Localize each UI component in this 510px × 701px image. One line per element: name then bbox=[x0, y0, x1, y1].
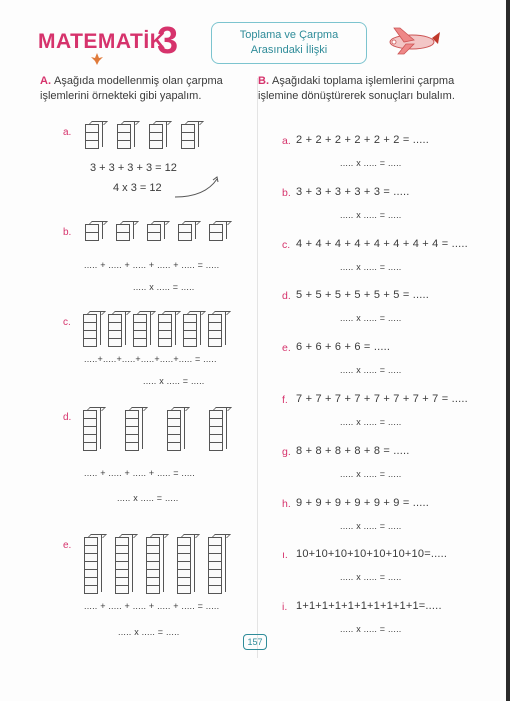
cube-stack bbox=[84, 537, 98, 594]
unit-cube bbox=[208, 338, 222, 347]
cube-stack bbox=[83, 314, 97, 347]
unit-cube bbox=[181, 140, 195, 149]
cube-stack bbox=[117, 124, 131, 149]
unit-cube bbox=[177, 585, 191, 594]
unit-cube bbox=[147, 232, 161, 241]
cube-stack bbox=[158, 314, 172, 347]
multiplication-answer-line[interactable]: ..... x ..... = ..... bbox=[340, 468, 402, 479]
cube-stack bbox=[83, 410, 97, 451]
cube-stack bbox=[85, 224, 99, 241]
cube-stack bbox=[208, 537, 222, 594]
unit-cube bbox=[116, 232, 130, 241]
item-a-label: c. bbox=[63, 317, 71, 328]
page-number: 157 bbox=[243, 634, 267, 650]
addition-line[interactable]: .....+.....+.....+.....+.....+..... = ..... bbox=[84, 354, 217, 364]
multiplication-line[interactable]: ..... x ..... = ..... bbox=[117, 493, 179, 503]
addition-expression[interactable]: 4 + 4 + 4 + 4 + 4 + 4 + 4 + 4 = ..... bbox=[296, 237, 468, 250]
cube-stack bbox=[149, 124, 163, 149]
unit-cube bbox=[146, 585, 160, 594]
section-b-text: Aşağıdaki toplama işlemlerini çarpma işlemine dönüştürerek sonuçları bulalım. bbox=[258, 75, 455, 102]
cube-stack bbox=[133, 314, 147, 347]
cube-stack bbox=[209, 410, 223, 451]
item-b-label: a. bbox=[282, 135, 291, 147]
item-b-label: f. bbox=[282, 394, 288, 406]
item-a-label: a. bbox=[63, 127, 72, 138]
cube-stack bbox=[125, 410, 139, 451]
multiplication-answer-line[interactable]: ..... x ..... = ..... bbox=[340, 520, 402, 531]
addition-expression[interactable]: 5 + 5 + 5 + 5 + 5 + 5 = ..... bbox=[296, 289, 430, 302]
item-b-label: g. bbox=[282, 445, 291, 458]
multiplication-answer-line[interactable]: ..... x ..... = ..... bbox=[340, 313, 402, 324]
cube-stack bbox=[108, 314, 122, 347]
unit-cube bbox=[115, 585, 129, 594]
item-b-label: d. bbox=[282, 290, 291, 303]
addition-line[interactable]: ..... + ..... + ..... + ..... + ..... = ..... bbox=[84, 601, 220, 611]
topic-line-2: Arasındaki İlişki bbox=[250, 44, 328, 56]
section-b-letter: B. bbox=[258, 75, 269, 87]
multiplication-answer-line[interactable]: ..... x ..... = ..... bbox=[340, 572, 402, 583]
unit-cube bbox=[108, 338, 122, 347]
unit-cube bbox=[149, 140, 163, 149]
cube-stack bbox=[167, 410, 181, 451]
unit-cube bbox=[208, 585, 222, 594]
item-b-label: c. bbox=[282, 238, 291, 251]
unit-cube bbox=[167, 442, 181, 451]
cube-stack bbox=[209, 224, 223, 241]
addition-line: 3 + 3 + 3 + 3 = 12 bbox=[90, 162, 177, 174]
cube-stack bbox=[147, 224, 161, 241]
item-b-label: e. bbox=[282, 342, 291, 355]
multiplication-answer-line[interactable]: ..... x ..... = ..... bbox=[340, 417, 402, 427]
cube-stack bbox=[116, 224, 130, 241]
unit-cube bbox=[183, 338, 197, 347]
addition-expression[interactable]: 6 + 6 + 6 + 6 = ..... bbox=[296, 341, 391, 354]
unit-number: 3 bbox=[157, 20, 179, 62]
leaf-icon bbox=[90, 52, 104, 66]
page-edge bbox=[506, 0, 510, 701]
unit-cube bbox=[158, 338, 172, 347]
addition-line[interactable]: ..... + ..... + ..... + ..... + ..... = ..... bbox=[84, 260, 220, 270]
multiplication-line[interactable]: ..... x ..... = ..... bbox=[143, 376, 205, 386]
cube-stack bbox=[177, 537, 191, 594]
column-divider bbox=[257, 78, 258, 658]
addition-expression[interactable]: 7 + 7 + 7 + 7 + 7 + 7 + 7 + 7 = ..... bbox=[296, 393, 468, 405]
multiplication-line[interactable]: ..... x ..... = ..... bbox=[133, 282, 195, 292]
multiplication-line[interactable]: ..... x ..... = ..... bbox=[118, 627, 180, 637]
unit-cube bbox=[83, 442, 97, 451]
item-a-label: e. bbox=[63, 540, 72, 551]
multiplication-answer-line[interactable]: ..... x ..... = ..... bbox=[340, 158, 402, 168]
multiplication-answer-line[interactable]: ..... x ..... = ..... bbox=[340, 624, 402, 635]
item-b-label: b. bbox=[282, 186, 291, 199]
cube-stack bbox=[181, 124, 195, 149]
unit-cube bbox=[117, 140, 131, 149]
unit-cube bbox=[209, 442, 223, 451]
cube-stack bbox=[85, 124, 99, 149]
topic-box bbox=[211, 22, 367, 64]
unit-cube bbox=[209, 232, 223, 241]
section-b-instruction bbox=[258, 74, 488, 104]
unit-cube bbox=[125, 442, 139, 451]
addition-expression[interactable]: 10+10+10+10+10+10+10=..... bbox=[296, 548, 448, 561]
multiplication-answer-line[interactable]: ..... x ..... = ..... bbox=[340, 209, 402, 220]
cube-stack bbox=[115, 537, 129, 594]
addition-expression[interactable]: 9 + 9 + 9 + 9 + 9 + 9 = ..... bbox=[296, 496, 430, 509]
multiplication-line: 4 x 3 = 12 bbox=[113, 182, 162, 194]
airplane-icon bbox=[382, 22, 442, 58]
section-a-instruction bbox=[40, 74, 255, 104]
item-a-label: d. bbox=[63, 412, 72, 423]
section-a-text: Aşağıda modellenmiş olan çarpma işlemlerini örnekteki gibi yapalım. bbox=[40, 75, 223, 102]
item-b-label: ı. bbox=[282, 549, 288, 562]
addition-expression[interactable]: 3 + 3 + 3 + 3 + 3 = ..... bbox=[296, 185, 410, 198]
item-b-label: h. bbox=[282, 497, 291, 510]
addition-expression[interactable]: 2 + 2 + 2 + 2 + 2 + 2 = ..... bbox=[296, 134, 430, 146]
cube-stack bbox=[183, 314, 197, 347]
item-a-label: b. bbox=[63, 227, 72, 238]
addition-expression[interactable]: 8 + 8 + 8 + 8 + 8 = ..... bbox=[296, 444, 410, 457]
item-b-label: i. bbox=[282, 601, 288, 614]
multiplication-answer-line[interactable]: ..... x ..... = ..... bbox=[340, 365, 402, 376]
topic-line-1: Toplama ve Çarpma bbox=[239, 29, 339, 41]
multiplication-answer-line[interactable]: ..... x ..... = ..... bbox=[340, 261, 402, 272]
answer-arrow-icon bbox=[175, 175, 225, 203]
unit-cube bbox=[85, 232, 99, 241]
unit-cube bbox=[178, 232, 192, 241]
unit-cube bbox=[84, 585, 98, 594]
cube-stack bbox=[178, 224, 192, 241]
unit-cube bbox=[83, 338, 97, 347]
section-a-letter: A. bbox=[40, 75, 51, 87]
addition-line[interactable]: ..... + ..... + ..... + ..... = ..... bbox=[84, 468, 195, 478]
unit-cube bbox=[133, 338, 147, 347]
cube-stack bbox=[146, 537, 160, 594]
brand-title: MATEMATİK bbox=[38, 30, 166, 53]
addition-expression[interactable]: 1+1+1+1+1+1+1+1+1+1=..... bbox=[296, 600, 442, 613]
cube-stack bbox=[208, 314, 222, 347]
unit-cube bbox=[85, 140, 99, 149]
